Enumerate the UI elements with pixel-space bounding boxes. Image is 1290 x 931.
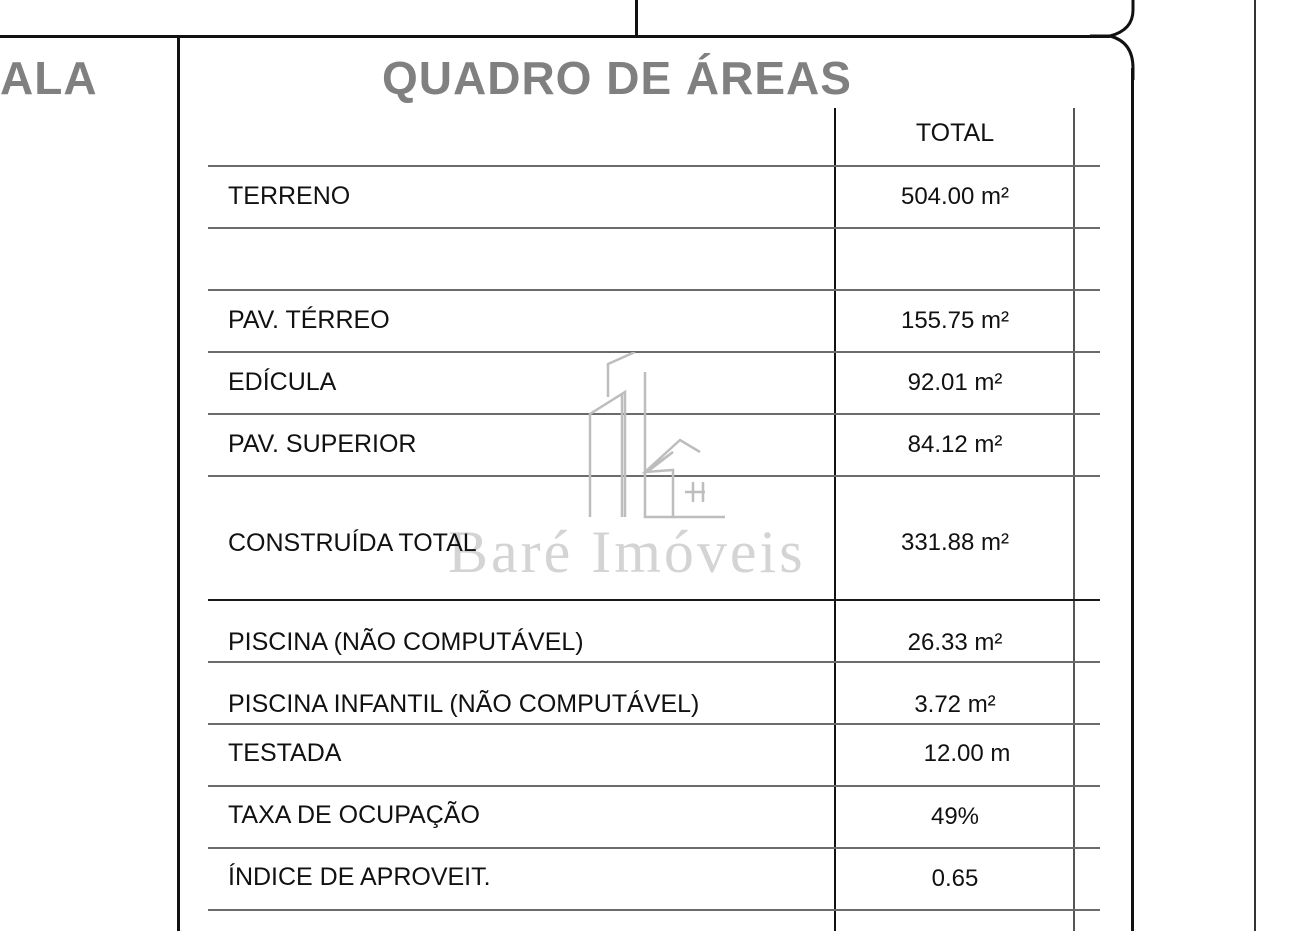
row-divider <box>208 723 1100 725</box>
column-header-total: TOTAL <box>915 119 995 147</box>
row-label-pav-terreo: PAV. TÉRREO <box>228 306 390 334</box>
building-house-logo-icon <box>585 352 725 522</box>
row-value-terreno: 504.00 m² <box>900 183 1010 210</box>
row-label-edicula: EDÍCULA <box>228 368 337 396</box>
row-value-construida-total: 331.88 m² <box>900 529 1010 556</box>
corner-bracket-icon <box>1090 0 1150 80</box>
row-value-pav-terreo: 155.75 m² <box>900 307 1010 334</box>
row-divider <box>208 289 1100 291</box>
row-divider <box>208 227 1100 229</box>
row-value-edicula: 92.01 m² <box>907 369 1003 396</box>
row-label-terreno: TERRENO <box>228 182 351 210</box>
row-label-pav-superior: PAV. SUPERIOR <box>228 430 417 458</box>
top-cell-divider <box>635 0 638 36</box>
row-value-piscina-infantil: 3.72 m² <box>914 691 996 718</box>
row-label-construida-total: CONSTRUÍDA TOTAL <box>228 529 477 557</box>
left-frame-divider <box>177 36 180 931</box>
row-value-testada: 12.00 m <box>923 740 1011 767</box>
row-divider <box>208 661 1100 663</box>
row-label-taxa-ocupacao: TAXA DE OCUPAÇÃO <box>228 801 480 829</box>
table-right-column-line <box>1073 108 1075 931</box>
row-divider <box>208 785 1100 787</box>
table-column-divider <box>834 108 836 931</box>
watermark-text: Baré Imóveis <box>448 519 806 585</box>
row-value-pav-superior: 84.12 m² <box>907 431 1003 458</box>
right-frame-border <box>1131 68 1134 931</box>
row-divider-strong <box>208 599 1100 601</box>
row-divider <box>208 909 1100 911</box>
row-divider <box>208 165 1100 167</box>
page-title: QUADRO DE ÁREAS <box>382 52 852 104</box>
row-label-piscina-infantil: PISCINA INFANTIL (NÃO COMPUTÁVEL) <box>228 690 700 718</box>
row-value-piscina: 26.33 m² <box>907 629 1003 656</box>
top-border-line <box>0 35 1110 38</box>
left-section-title: ALA <box>0 52 98 104</box>
row-label-indice-aproveitamento: ÍNDICE DE APROVEIT. <box>228 863 491 891</box>
row-label-testada: TESTADA <box>228 739 342 767</box>
row-divider <box>208 847 1100 849</box>
row-value-indice-aproveitamento: 0.65 <box>931 865 979 892</box>
row-value-taxa-ocupacao: 49% <box>930 803 980 830</box>
row-label-piscina: PISCINA (NÃO COMPUTÁVEL) <box>228 628 584 656</box>
outer-right-border <box>1254 0 1256 931</box>
